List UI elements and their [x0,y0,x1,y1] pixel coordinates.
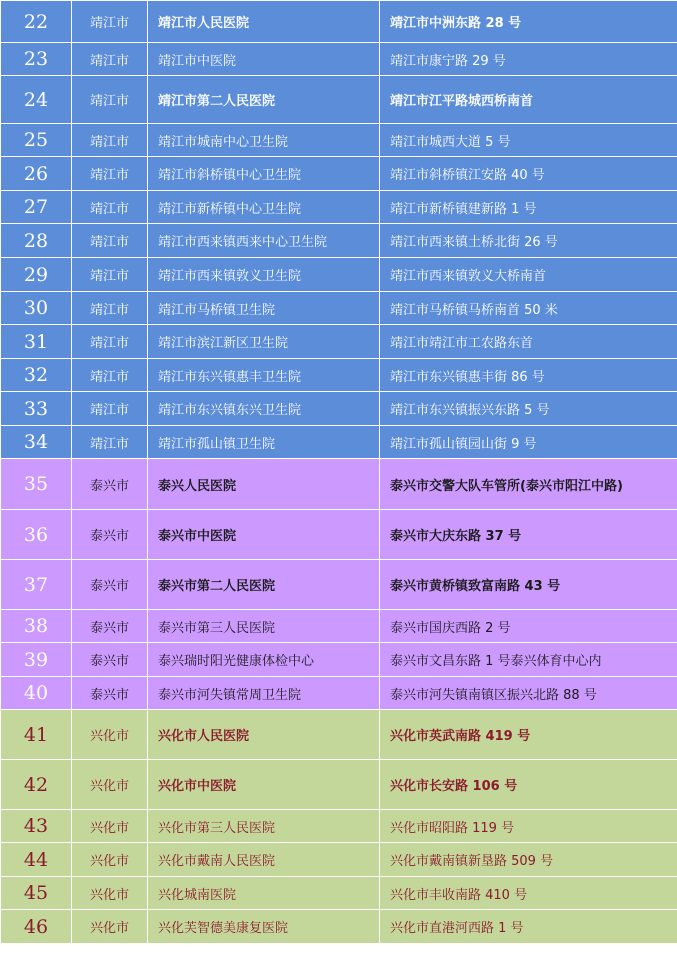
table-row [1,1,677,43]
row-number: 34 [1,426,72,459]
address-cell: 泰兴市交警大队车管所(泰兴市阳江中路) [380,459,677,510]
hospital-name-cell: 靖江市第二人民医院 [148,76,380,124]
table-row [1,224,677,258]
row-number: 32 [1,359,72,392]
address-cell: 泰兴市大庆东路 37 号 [380,510,677,560]
city-cell: 兴化市 [72,877,148,910]
table-row [1,43,677,76]
hospital-name-cell: 兴化市戴南人民医院 [148,843,380,877]
table-row [1,510,677,560]
hospital-name-cell: 兴化城南医院 [148,877,380,910]
table-row [1,76,677,124]
address-cell: 泰兴市国庆西路 2 号 [380,610,677,643]
row-number: 27 [1,191,72,224]
city-cell: 靖江市 [72,191,148,224]
address-cell: 靖江市中洲东路 28 号 [380,1,677,43]
city-cell: 靖江市 [72,76,148,124]
row-number: 35 [1,459,72,510]
table-row [1,459,677,510]
city-cell: 靖江市 [72,43,148,76]
city-cell: 兴化市 [72,760,148,810]
city-cell: 泰兴市 [72,643,148,677]
city-cell: 兴化市 [72,910,148,944]
city-cell: 靖江市 [72,124,148,157]
city-cell: 靖江市 [72,1,148,43]
row-number: 36 [1,510,72,560]
address-cell: 靖江市西来镇土桥北街 26 号 [380,224,677,258]
hospital-name-cell: 泰兴瑞时阳光健康体检中心 [148,643,380,677]
city-cell: 靖江市 [72,392,148,426]
table-row [1,359,677,392]
address-cell: 靖江市东兴镇惠丰街 86 号 [380,359,677,392]
row-number: 43 [1,810,72,843]
table-row [1,877,677,910]
row-number: 39 [1,643,72,677]
row-number: 22 [1,1,72,43]
hospital-name-cell: 靖江市西来镇西来中心卫生院 [148,224,380,258]
city-cell: 兴化市 [72,810,148,843]
row-number: 25 [1,124,72,157]
city-cell: 泰兴市 [72,459,148,510]
address-cell: 靖江市斜桥镇江安路 40 号 [380,157,677,191]
hospital-name-cell: 靖江市斜桥镇中心卫生院 [148,157,380,191]
table-row [1,292,677,325]
row-number: 23 [1,43,72,76]
city-cell: 靖江市 [72,292,148,325]
address-cell: 兴化市戴南镇新垦路 509 号 [380,843,677,877]
table-row [1,560,677,610]
row-number: 31 [1,325,72,359]
hospital-name-cell: 靖江市西来镇敦义卫生院 [148,258,380,292]
hospital-name-cell: 靖江市城南中心卫生院 [148,124,380,157]
city-cell: 泰兴市 [72,677,148,710]
address-cell: 泰兴市河失镇南镇区振兴北路 88 号 [380,677,677,710]
row-number: 42 [1,760,72,810]
table-body [1,1,677,944]
address-cell: 兴化市昭阳路 119 号 [380,810,677,843]
city-cell: 靖江市 [72,359,148,392]
city-cell: 泰兴市 [72,560,148,610]
address-cell: 兴化市英武南路 419 号 [380,710,677,760]
address-cell: 兴化市直港河西路 1 号 [380,910,677,944]
table-row [1,258,677,292]
hospital-name-cell: 靖江市马桥镇卫生院 [148,292,380,325]
table-row [1,677,677,710]
city-cell: 兴化市 [72,843,148,877]
hospital-name-cell: 靖江市中医院 [148,43,380,76]
row-number: 30 [1,292,72,325]
row-number: 44 [1,843,72,877]
row-number: 41 [1,710,72,760]
city-cell: 兴化市 [72,710,148,760]
address-cell: 泰兴市文昌东路 1 号泰兴体育中心内 [380,643,677,677]
city-cell: 靖江市 [72,258,148,292]
city-cell: 靖江市 [72,325,148,359]
city-cell: 泰兴市 [72,510,148,560]
hospital-name-cell: 泰兴市第三人民医院 [148,610,380,643]
address-cell: 靖江市靖江市工农路东首 [380,325,677,359]
address-cell: 靖江市江平路城西桥南首 [380,76,677,124]
hospital-name-cell: 靖江市滨江新区卫生院 [148,325,380,359]
hospital-name-cell: 兴化市人民医院 [148,710,380,760]
row-number: 38 [1,610,72,643]
city-cell: 靖江市 [72,426,148,459]
address-cell: 靖江市马桥镇马桥南首 50 米 [380,292,677,325]
row-number: 37 [1,560,72,610]
address-cell: 兴化市丰收南路 410 号 [380,877,677,910]
hospital-name-cell: 泰兴市河失镇常周卫生院 [148,677,380,710]
address-cell: 靖江市孤山镇园山街 9 号 [380,426,677,459]
row-number: 24 [1,76,72,124]
city-cell: 泰兴市 [72,610,148,643]
hospital-name-cell: 靖江市人民医院 [148,1,380,43]
row-number: 26 [1,157,72,191]
address-cell: 靖江市东兴镇振兴东路 5 号 [380,392,677,426]
address-cell: 兴化市长安路 106 号 [380,760,677,810]
table-row [1,124,677,157]
table-row [1,157,677,191]
table-row [1,426,677,459]
hospital-name-cell: 靖江市孤山镇卫生院 [148,426,380,459]
table-row [1,392,677,426]
address-cell: 靖江市康宁路 29 号 [380,43,677,76]
table-row [1,610,677,643]
hospital-name-cell: 泰兴市第二人民医院 [148,560,380,610]
hospital-name-cell: 兴化市中医院 [148,760,380,810]
row-number: 28 [1,224,72,258]
table-row [1,710,677,760]
table-row [1,910,677,944]
city-cell: 靖江市 [72,157,148,191]
table-row [1,810,677,843]
hospital-name-cell: 靖江市东兴镇惠丰卫生院 [148,359,380,392]
hospital-name-cell: 靖江市新桥镇中心卫生院 [148,191,380,224]
row-number: 40 [1,677,72,710]
table-row [1,325,677,359]
row-number: 29 [1,258,72,292]
hospital-name-cell: 兴化市第三人民医院 [148,810,380,843]
address-cell: 靖江市西来镇敦义大桥南首 [380,258,677,292]
hospital-name-cell: 泰兴人民医院 [148,459,380,510]
hospital-name-cell: 泰兴市中医院 [148,510,380,560]
row-number: 45 [1,877,72,910]
hospital-name-cell: 兴化芙智德美康复医院 [148,910,380,944]
address-cell: 泰兴市黄桥镇致富南路 43 号 [380,560,677,610]
address-cell: 靖江市城西大道 5 号 [380,124,677,157]
table-row [1,843,677,877]
row-number: 46 [1,910,72,944]
table-row [1,643,677,677]
hospital-name-cell: 靖江市东兴镇东兴卫生院 [148,392,380,426]
city-cell: 靖江市 [72,224,148,258]
row-number: 33 [1,392,72,426]
table-row [1,191,677,224]
address-cell: 靖江市新桥镇建新路 1 号 [380,191,677,224]
table-row [1,760,677,810]
